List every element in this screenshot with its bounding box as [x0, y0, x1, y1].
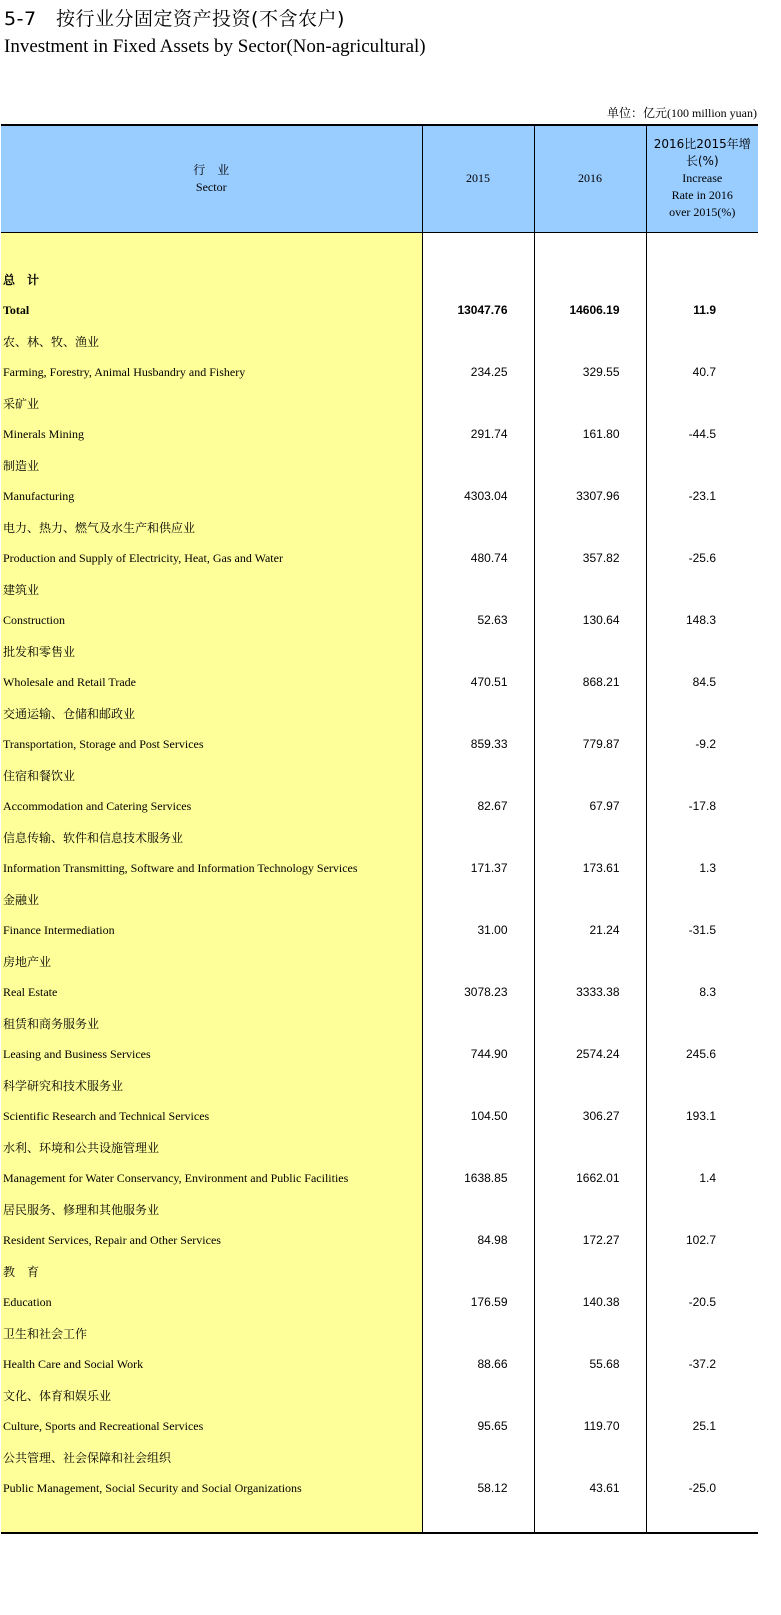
sector-name-chinese: 交通运输、仓储和邮政业 [1, 698, 422, 729]
increase-rate: 40.7 [646, 357, 758, 388]
increase-rate: 245.6 [646, 1039, 758, 1070]
sector-name-chinese: 建筑业 [1, 574, 422, 605]
sector-row-chinese [1, 326, 758, 357]
header-sector [1, 125, 422, 232]
value-2015: 3078.23 [422, 977, 534, 1008]
empty-cell [534, 884, 646, 915]
sector-row-english [1, 1163, 758, 1194]
sector-row-chinese [1, 698, 758, 729]
sector-name-english: Wholesale and Retail Trade [1, 667, 422, 698]
sector-row-chinese [1, 450, 758, 481]
sector-name-english: Culture, Sports and Recreational Services [1, 1411, 422, 1442]
spacer-cell [422, 1504, 534, 1533]
value-2016: 3307.96 [534, 481, 646, 512]
sector-row-chinese [1, 822, 758, 853]
increase-rate: -37.2 [646, 1349, 758, 1380]
sector-row-english [1, 605, 758, 636]
empty-cell [534, 512, 646, 543]
value-2015: 88.66 [422, 1349, 534, 1380]
empty-cell [646, 822, 758, 853]
value-2016: 779.87 [534, 729, 646, 760]
empty-cell [422, 1442, 534, 1473]
empty-cell [534, 1070, 646, 1101]
header-rate-english-3: over 2015(%) [669, 205, 736, 220]
increase-rate: -44.5 [646, 419, 758, 450]
spacer-cell [534, 232, 646, 264]
sector-row-chinese [1, 1318, 758, 1349]
sector-name-english: Health Care and Social Work [1, 1349, 422, 1380]
sector-name-chinese: 金融业 [1, 884, 422, 915]
empty-cell [646, 388, 758, 419]
increase-rate: 25.1 [646, 1411, 758, 1442]
header-rate-chinese: 2016比2015年增长(%) [653, 137, 751, 169]
empty-cell [646, 1132, 758, 1163]
unit-label [607, 104, 757, 121]
value-2015: 1638.85 [422, 1163, 534, 1194]
sector-name-chinese: 农、林、牧、渔业 [1, 326, 422, 357]
sector-row-english [1, 729, 758, 760]
empty-cell [422, 1194, 534, 1225]
value-2015: 13047.76 [422, 295, 534, 326]
value-2016: 306.27 [534, 1101, 646, 1132]
table-body [1, 232, 758, 1533]
empty-cell [422, 1132, 534, 1163]
sector-name-english: Accommodation and Catering Services [1, 791, 422, 822]
sector-name-english: Scientific Research and Technical Services [1, 1101, 422, 1132]
empty-cell [646, 1194, 758, 1225]
empty-cell [534, 1442, 646, 1473]
sector-name-chinese: 制造业 [1, 450, 422, 481]
value-2016: 357.82 [534, 543, 646, 574]
investment-table [1, 124, 758, 1534]
value-2015: 95.65 [422, 1411, 534, 1442]
sector-name-english: Management for Water Conservancy, Environment and Public Facilities [1, 1163, 422, 1194]
unit-label-chinese: 单位：亿元 [606, 106, 667, 120]
spacer-cell [1, 1504, 422, 1533]
sector-row-english [1, 1349, 758, 1380]
sector-row-english [1, 1411, 758, 1442]
empty-cell [646, 946, 758, 977]
sector-name-chinese: 教 育 [1, 1256, 422, 1287]
empty-cell [534, 822, 646, 853]
empty-cell [422, 1070, 534, 1101]
empty-cell [422, 1318, 534, 1349]
sector-row-english [1, 1039, 758, 1070]
sector-name-chinese: 租赁和商务服务业 [1, 1008, 422, 1039]
sector-name-chinese: 水利、环境和公共设施管理业 [1, 1132, 422, 1163]
empty-cell [422, 698, 534, 729]
value-2016: 55.68 [534, 1349, 646, 1380]
sector-row-english [1, 667, 758, 698]
empty-cell [646, 1442, 758, 1473]
sector-row-chinese [1, 636, 758, 667]
sector-row-english [1, 853, 758, 884]
empty-cell [422, 388, 534, 419]
empty-cell [646, 264, 758, 295]
header-2015: 2015 [422, 125, 534, 232]
increase-rate: 8.3 [646, 977, 758, 1008]
empty-cell [534, 388, 646, 419]
sector-name-chinese: 批发和零售业 [1, 636, 422, 667]
empty-cell [646, 1256, 758, 1287]
value-2016: 868.21 [534, 667, 646, 698]
empty-cell [534, 1318, 646, 1349]
page-title-english: Investment in Fixed Assets by Sector(Non-agricultural) [4, 36, 426, 57]
sector-name-chinese: 信息传输、软件和信息技术服务业 [1, 822, 422, 853]
value-2015: 470.51 [422, 667, 534, 698]
value-2015: 176.59 [422, 1287, 534, 1318]
empty-cell [422, 884, 534, 915]
sector-name-english: Real Estate [1, 977, 422, 1008]
sector-name-english: Minerals Mining [1, 419, 422, 450]
sector-row-chinese [1, 388, 758, 419]
sector-name-chinese: 采矿业 [1, 388, 422, 419]
increase-rate: -20.5 [646, 1287, 758, 1318]
sector-row-english [1, 1101, 758, 1132]
value-2016: 21.24 [534, 915, 646, 946]
empty-cell [534, 1380, 646, 1411]
sector-row-english [1, 295, 758, 326]
increase-rate: 1.4 [646, 1163, 758, 1194]
unit-label-english: (100 million yuan) [667, 106, 757, 120]
sector-name-chinese: 电力、热力、燃气及水生产和供应业 [1, 512, 422, 543]
increase-rate: 84.5 [646, 667, 758, 698]
value-2016: 43.61 [534, 1473, 646, 1504]
header-rate-english-2: Rate in 2016 [671, 188, 733, 203]
empty-cell [534, 1256, 646, 1287]
sector-name-english: Production and Supply of Electricity, Heat, Gas and Water [1, 543, 422, 574]
sector-row-english [1, 481, 758, 512]
increase-rate: -17.8 [646, 791, 758, 822]
sector-name-english: Education [1, 1287, 422, 1318]
value-2015: 52.63 [422, 605, 534, 636]
empty-cell [534, 1132, 646, 1163]
empty-cell [646, 1380, 758, 1411]
empty-cell [422, 1008, 534, 1039]
value-2015: 104.50 [422, 1101, 534, 1132]
sector-row-english [1, 1225, 758, 1256]
spacer-cell [646, 1504, 758, 1533]
empty-cell [646, 698, 758, 729]
value-2015: 480.74 [422, 543, 534, 574]
header-rate-english-1: Increase [682, 171, 723, 186]
empty-cell [534, 264, 646, 295]
empty-cell [534, 1194, 646, 1225]
increase-rate: -23.1 [646, 481, 758, 512]
value-2016: 2574.24 [534, 1039, 646, 1070]
sector-row-english [1, 357, 758, 388]
value-2015: 291.74 [422, 419, 534, 450]
empty-cell [422, 450, 534, 481]
increase-rate: -31.5 [646, 915, 758, 946]
sector-row-chinese [1, 1008, 758, 1039]
increase-rate: 102.7 [646, 1225, 758, 1256]
value-2016: 173.61 [534, 853, 646, 884]
spacer-cell [1, 232, 422, 264]
empty-cell [534, 636, 646, 667]
empty-cell [534, 1008, 646, 1039]
empty-cell [534, 450, 646, 481]
sector-name-chinese: 卫生和社会工作 [1, 1318, 422, 1349]
empty-cell [422, 264, 534, 295]
value-2016: 1662.01 [534, 1163, 646, 1194]
sector-row-chinese [1, 1194, 758, 1225]
sector-name-chinese: 居民服务、修理和其他服务业 [1, 1194, 422, 1225]
sector-row-chinese [1, 574, 758, 605]
sector-name-english: Construction [1, 605, 422, 636]
page-title-chinese: 5-7 按行业分固定资产投资(不含农户) [4, 8, 345, 30]
sector-row-english [1, 419, 758, 450]
sector-row-english [1, 543, 758, 574]
sector-row-chinese [1, 512, 758, 543]
value-2015: 234.25 [422, 357, 534, 388]
empty-cell [422, 326, 534, 357]
sector-row-chinese [1, 1256, 758, 1287]
empty-cell [646, 760, 758, 791]
sector-name-chinese: 文化、体育和娱乐业 [1, 1380, 422, 1411]
increase-rate: 1.3 [646, 853, 758, 884]
sector-row-english [1, 977, 758, 1008]
value-2016: 67.97 [534, 791, 646, 822]
empty-cell [422, 574, 534, 605]
sector-row-english [1, 915, 758, 946]
sector-name-chinese: 房地产业 [1, 946, 422, 977]
table-header-row [1, 125, 758, 232]
sector-name-english: Information Transmitting, Software and Information Technology Services [1, 853, 422, 884]
sector-name-english: Leasing and Business Services [1, 1039, 422, 1070]
empty-cell [646, 326, 758, 357]
empty-cell [646, 512, 758, 543]
spacer-cell [534, 1504, 646, 1533]
value-2016: 161.80 [534, 419, 646, 450]
header-sector-chinese: 行 业 [193, 162, 230, 177]
empty-cell [422, 946, 534, 977]
sector-name-english: Manufacturing [1, 481, 422, 512]
empty-cell [534, 760, 646, 791]
value-2015: 4303.04 [422, 481, 534, 512]
sector-row-chinese [1, 1070, 758, 1101]
increase-rate: -25.6 [646, 543, 758, 574]
empty-cell [422, 822, 534, 853]
value-2016: 3333.38 [534, 977, 646, 1008]
sector-name-english: Public Management, Social Security and Social Organizations [1, 1473, 422, 1504]
value-2015: 58.12 [422, 1473, 534, 1504]
empty-cell [646, 884, 758, 915]
sector-name-english: Farming, Forestry, Animal Husbandry and Fishery [1, 357, 422, 388]
sector-name-english: Transportation, Storage and Post Services [1, 729, 422, 760]
sector-row-chinese [1, 760, 758, 791]
spacer-cell [646, 232, 758, 264]
sector-row-english [1, 1473, 758, 1504]
value-2016: 329.55 [534, 357, 646, 388]
empty-cell [534, 574, 646, 605]
increase-rate: 193.1 [646, 1101, 758, 1132]
value-2016: 140.38 [534, 1287, 646, 1318]
spacer-cell [422, 232, 534, 264]
bottom-spacer-row [1, 1504, 758, 1533]
empty-cell [534, 946, 646, 977]
value-2015: 82.67 [422, 791, 534, 822]
sector-name-chinese: 总 计 [1, 264, 422, 295]
value-2015: 84.98 [422, 1225, 534, 1256]
sector-row-chinese [1, 884, 758, 915]
value-2016: 130.64 [534, 605, 646, 636]
empty-cell [646, 1318, 758, 1349]
empty-cell [422, 760, 534, 791]
value-2015: 171.37 [422, 853, 534, 884]
increase-rate: 148.3 [646, 605, 758, 636]
header-sector-english: Sector [195, 179, 227, 194]
sector-row-chinese [1, 1380, 758, 1411]
empty-cell [646, 574, 758, 605]
empty-cell [534, 698, 646, 729]
sector-name-english: Finance Intermediation [1, 915, 422, 946]
sector-name-chinese: 住宿和餐饮业 [1, 760, 422, 791]
empty-cell [422, 636, 534, 667]
increase-rate: 11.9 [646, 295, 758, 326]
sector-row-chinese [1, 1442, 758, 1473]
value-2016: 172.27 [534, 1225, 646, 1256]
sector-name-chinese: 科学研究和技术服务业 [1, 1070, 422, 1101]
header-2016: 2016 [534, 125, 646, 232]
value-2015: 31.00 [422, 915, 534, 946]
sector-row-chinese [1, 946, 758, 977]
sector-name-english: Total [1, 295, 422, 326]
empty-cell [422, 1380, 534, 1411]
sector-name-english: Resident Services, Repair and Other Services [1, 1225, 422, 1256]
empty-cell [422, 512, 534, 543]
value-2015: 859.33 [422, 729, 534, 760]
increase-rate: -9.2 [646, 729, 758, 760]
sector-name-chinese: 公共管理、社会保障和社会组织 [1, 1442, 422, 1473]
sector-row-english [1, 1287, 758, 1318]
value-2015: 744.90 [422, 1039, 534, 1070]
value-2016: 14606.19 [534, 295, 646, 326]
increase-rate: -25.0 [646, 1473, 758, 1504]
sector-row-chinese [1, 1132, 758, 1163]
empty-cell [422, 1256, 534, 1287]
sector-row-english [1, 791, 758, 822]
empty-cell [646, 450, 758, 481]
spacer-row [1, 232, 758, 264]
empty-cell [646, 636, 758, 667]
empty-cell [646, 1008, 758, 1039]
empty-cell [646, 1070, 758, 1101]
sector-row-chinese [1, 264, 758, 295]
empty-cell [534, 326, 646, 357]
value-2016: 119.70 [534, 1411, 646, 1442]
header-increase-rate [646, 125, 758, 232]
